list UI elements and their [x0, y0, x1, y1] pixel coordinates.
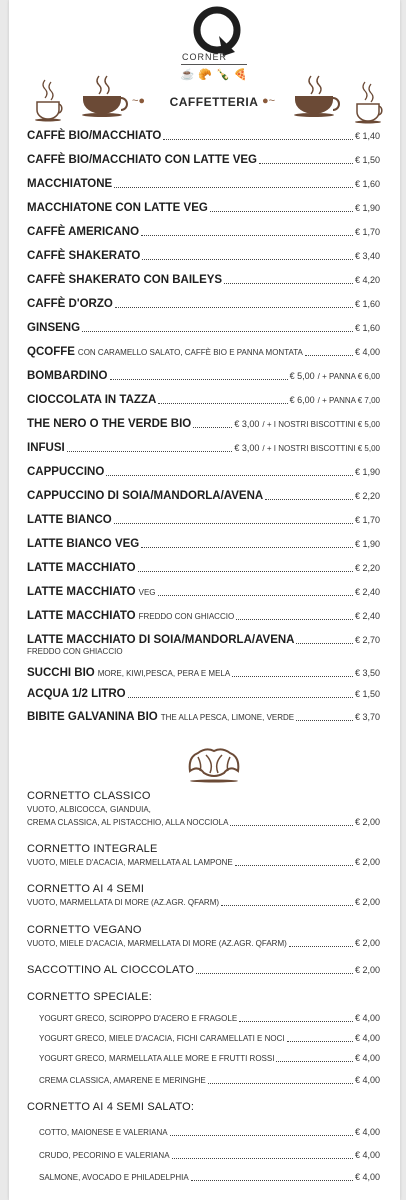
list-item: SALMONE, AVOCADO E PHILADELPHIA € 4,00 — [39, 1172, 380, 1182]
list-item: BIBITE GALVANINA BIO THE ALLA PESCA, LIMONE, VERDE € 3,70 — [27, 711, 380, 723]
list-item: CAFFÈ D'ORZO € 1,60 — [27, 298, 380, 310]
list-item: LATTE BIANCO € 1,70 — [27, 514, 380, 526]
list-item: CAPPUCCINO DI SOIA/MANDORLA/AVENA € 2,20 — [27, 490, 380, 502]
list-item: CORNETTO VEGANO VUOTO, MIELE D'ACACIA, MARMELLATA DI MORE (AZ.AGR. QFARM) € 2,00 — [27, 924, 380, 948]
list-item: CAFFÈ AMERICANO € 1,70 — [27, 226, 380, 238]
special-section: CORNETTO SPECIALE: — [27, 991, 153, 1003]
ornament-right-icon: ●~ — [262, 95, 276, 107]
menu-page — [9, 0, 400, 1200]
croissant-icon: 🥐 — [198, 69, 212, 81]
list-item: COTTO, MAIONESE E VALERIANA € 4,00 — [39, 1127, 380, 1137]
list-item: CAFFÈ BIO/MACCHIATO CON LATTE VEG € 1,50 — [27, 154, 380, 166]
list-item: CORNETTO INTEGRALE VUOTO, MIELE D'ACACIA, MARMELLATA AL LAMPONE € 2,00 — [27, 843, 380, 867]
coffee-cup-large-icon — [79, 74, 133, 118]
brand-name: CORNER — [181, 52, 227, 62]
croissant-icon — [184, 743, 244, 783]
list-item: CORNETTO CLASSICO VUOTO, ALBICOCCA, GIANDUIA, CREMA CLASSICA, AL PISTACCHIO, ALLA NOCCIOLA € 2,00 — [27, 790, 380, 827]
list-item: QCOFFE CON CARAMELLO SALATO, CAFFÈ BIO E PANNA MONTATA € 4,00 — [27, 346, 380, 358]
pizza-icon: 🍕 — [233, 69, 248, 81]
list-item: GINSENG € 1,60 — [27, 322, 380, 334]
ornament-left-icon: ~● — [132, 95, 146, 107]
list-item: CAFFÈ SHAKERATO € 3,40 — [27, 250, 380, 262]
list-item: LATTE MACCHIATO DI SOIA/MANDORLA/AVENA € 2,70 — [27, 634, 380, 646]
list-item: YOGURT GRECO, MIELE D'ACACIA, FICHI CARAMELLATI E NOCI € 4,00 — [39, 1033, 380, 1043]
list-item: YOGURT GRECO, MARMELLATA ALLE MORE E FRUTTI ROSSI € 4,00 — [39, 1053, 380, 1063]
list-item: CAFFÈ BIO/MACCHIATO € 1,40 — [27, 130, 380, 142]
list-item: LATTE BIANCO VEG € 1,90 — [27, 538, 380, 550]
list-item: MACCHIATONE CON LATTE VEG € 1,90 — [27, 202, 380, 214]
list-item: CIOCCOLATA IN TAZZA € 6,00 / + PANNA € 7,00 — [27, 394, 380, 406]
list-item: LATTE MACCHIATO FREDDO CON GHIACCIO € 2,40 — [27, 610, 380, 622]
list-item: CRUDO, PECORINO E VALERIANA € 4,00 — [39, 1150, 380, 1160]
list-item: INFUSI € 3,00 / + I NOSTRI BISCOTTINI € 5,00 — [27, 442, 380, 454]
list-item: CAPPUCCINO € 1,90 — [27, 466, 380, 478]
section-title-caffetteria: CAFFETTERIA — [169, 95, 259, 109]
category-icons — [169, 68, 259, 84]
list-item: MACCHIATONE € 1,60 — [27, 178, 380, 190]
coffee-cup-icon — [33, 78, 67, 122]
coffee-cup-large-icon — [291, 74, 345, 118]
list-item: LATTE MACCHIATO VEG € 2,40 — [27, 586, 380, 598]
list-item: ACQUA 1/2 LITRO € 1,50 — [27, 688, 380, 700]
brand-divider — [181, 64, 247, 65]
bottle-icon: 🍾 — [216, 69, 230, 81]
list-item: THE NERO O THE VERDE BIO € 3,00 / + I NOSTRI BISCOTTINI € 5,00 — [27, 418, 380, 430]
coffee-icon: ☕ — [180, 69, 195, 81]
list-item: BOMBARDINO € 5,00 / + PANNA € 6,00 — [27, 370, 380, 382]
list-item: YOGURT GRECO, SCIROPPO D'ACERO E FRAGOLE € 4,00 — [39, 1013, 380, 1023]
list-item: CAFFÈ SHAKERATO CON BAILEYS € 4,20 — [27, 274, 380, 286]
list-item: SACCOTTINO AL CIOCCOLATO € 2,00 — [27, 964, 380, 976]
list-item: CORNETTO AI 4 SEMI VUOTO, MARMELLATA DI MORE (AZ.AGR. QFARM) € 2,00 — [27, 883, 380, 907]
coffee-cup-icon — [353, 80, 387, 124]
salty-section: CORNETTO AI 4 SEMI SALATO: — [27, 1101, 195, 1113]
item-note: FREDDO CON GHIACCIO — [27, 647, 123, 656]
list-item: LATTE MACCHIATO € 2,20 — [27, 562, 380, 574]
list-item: CREMA CLASSICA, AMARENE E MERINGHE € 4,00 — [39, 1075, 380, 1085]
list-item: SUCCHI BIO MORE, KIWI,PESCA, PERA E MELA € 3,50 — [27, 667, 380, 679]
